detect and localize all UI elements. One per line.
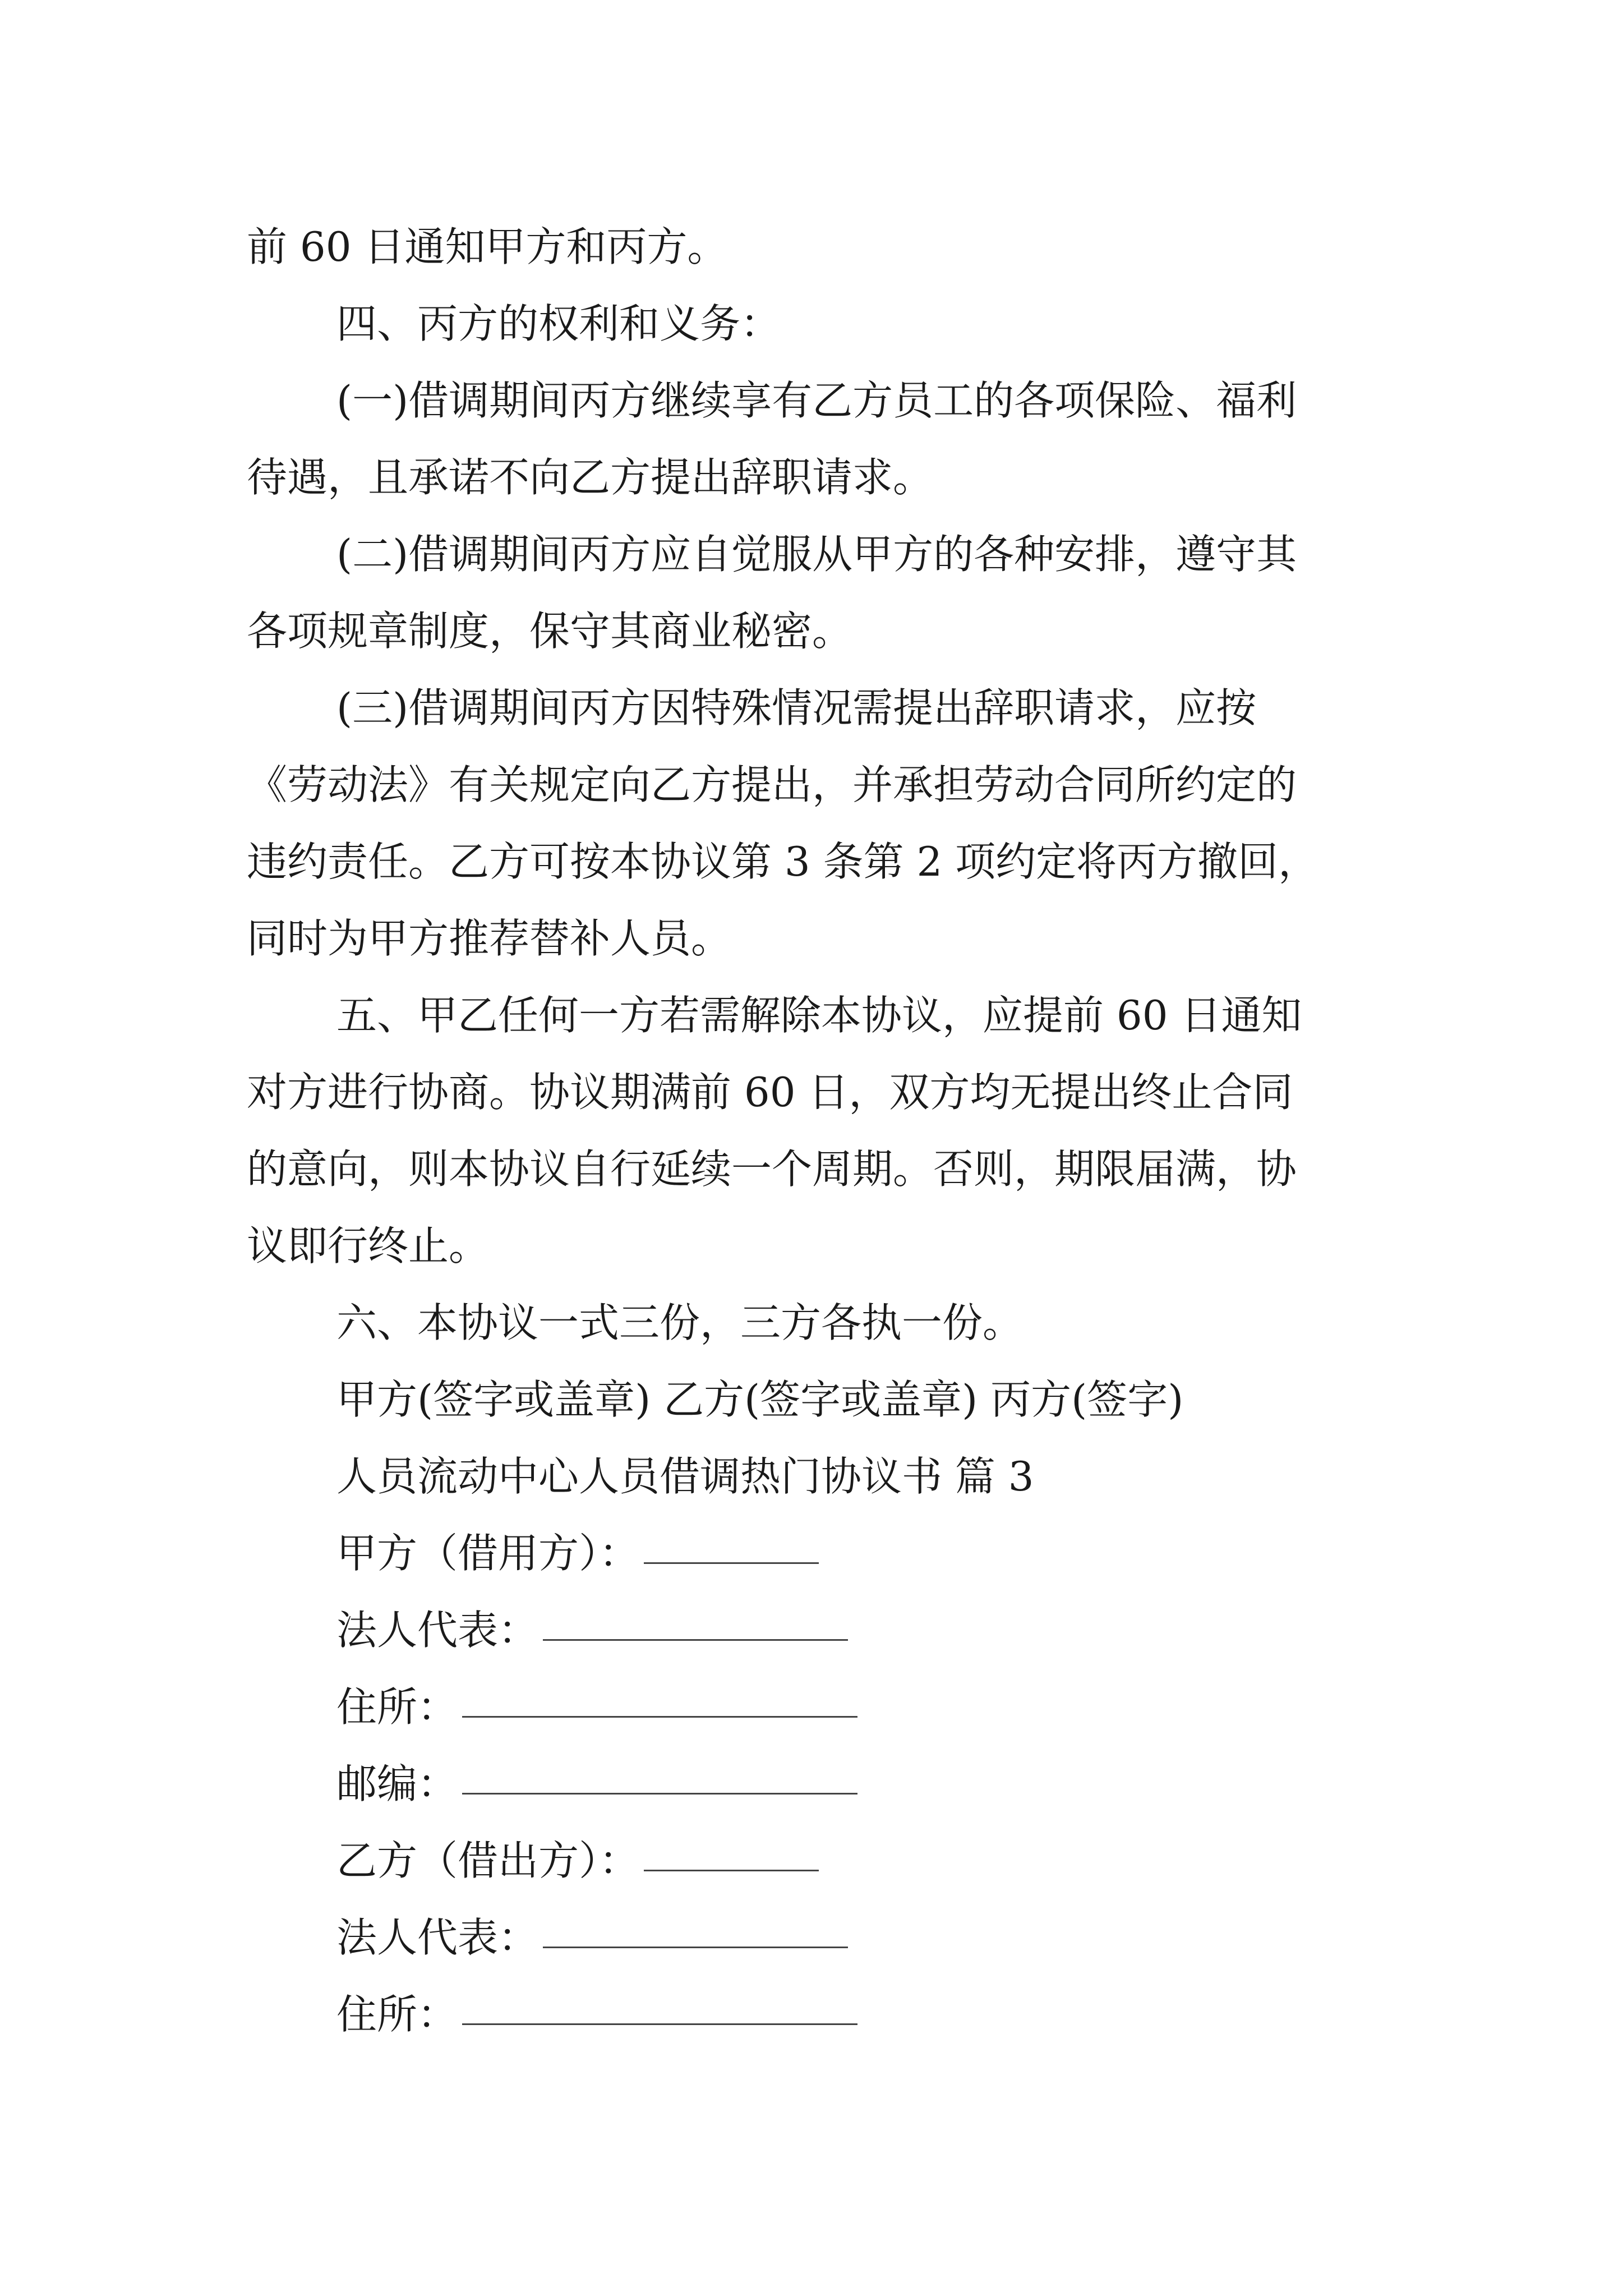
paragraph-line: 的意向，则本协议自行延续一个周期。否则，期限届满，协 — [247, 1145, 1297, 1193]
form-field-address — [247, 1976, 1402, 2053]
form-field-address — [247, 1669, 1402, 1746]
form-field-legal-rep — [247, 1899, 1402, 1976]
paragraph-line: (一)借调期间丙方继续享有乙方员工的各项保险、福利 — [336, 377, 1297, 424]
section-heading-six: 六、本协议一式三份，三方各执一份。 — [336, 1299, 1023, 1346]
document-body — [247, 209, 1402, 2053]
form-field-label: 邮编： — [336, 1760, 458, 1807]
form-field-label: 乙方（借出方）： — [336, 1837, 640, 1884]
paragraph-line: 同时为甲方推荐替补人员。 — [247, 915, 732, 962]
form-field-legal-rep — [247, 1592, 1402, 1669]
agreement-title: 人员流动中心人员借调热门协议书 篇 3 — [336, 1453, 1034, 1500]
paragraph-line: 违约责任。乙方可按本协议第 3 条第 2 项约定将丙方撤回， — [247, 838, 1319, 885]
form-field-label: 住所： — [336, 1991, 458, 2038]
form-field-label: 甲方（借用方）： — [336, 1530, 640, 1577]
form-field-lender — [247, 1823, 1402, 1899]
fill-in-blank — [543, 1592, 848, 1641]
paragraph-line: (三)借调期间丙方因特殊情况需提出辞职请求，应按 — [336, 684, 1257, 731]
form-field-borrower — [247, 1515, 1402, 1592]
fill-in-blank — [462, 1669, 857, 1718]
section-heading-four: 四、丙方的权利和义务： — [336, 300, 781, 347]
signature-line: 甲方(签字或盖章) 乙方(签字或盖章) 丙方(签字) — [336, 1376, 1184, 1423]
paragraph-line: (二)借调期间丙方应自觉服从甲方的各种安排，遵守其 — [336, 531, 1297, 578]
fill-in-blank — [462, 1976, 857, 2025]
form-field-label: 法人代表： — [336, 1607, 539, 1654]
paragraph-line: 议即行终止。 — [247, 1222, 490, 1269]
paragraph-line: 前 60 日通知甲方和丙方。 — [247, 223, 728, 270]
paragraph-line: 待遇，且承诺不向乙方提出辞职请求。 — [247, 454, 934, 501]
section-heading-five: 五、甲乙任何一方若需解除本协议，应提前 60 日通知 — [336, 992, 1302, 1039]
fill-in-blank — [644, 1515, 819, 1564]
form-field-label: 住所： — [336, 1683, 458, 1731]
form-field-label: 法人代表： — [336, 1914, 539, 1961]
paragraph-line: 对方进行协商。协议期满前 60 日，双方均无提出终止合同 — [247, 1069, 1293, 1116]
fill-in-blank — [543, 1899, 848, 1948]
fill-in-blank — [462, 1746, 857, 1795]
paragraph-line: 各项规章制度，保守其商业秘密。 — [247, 608, 853, 655]
paragraph-line: 《劳动法》有关规定向乙方提出，并承担劳动合同所约定的 — [247, 761, 1297, 808]
fill-in-blank — [644, 1823, 819, 1871]
form-field-postcode — [247, 1746, 1402, 1823]
